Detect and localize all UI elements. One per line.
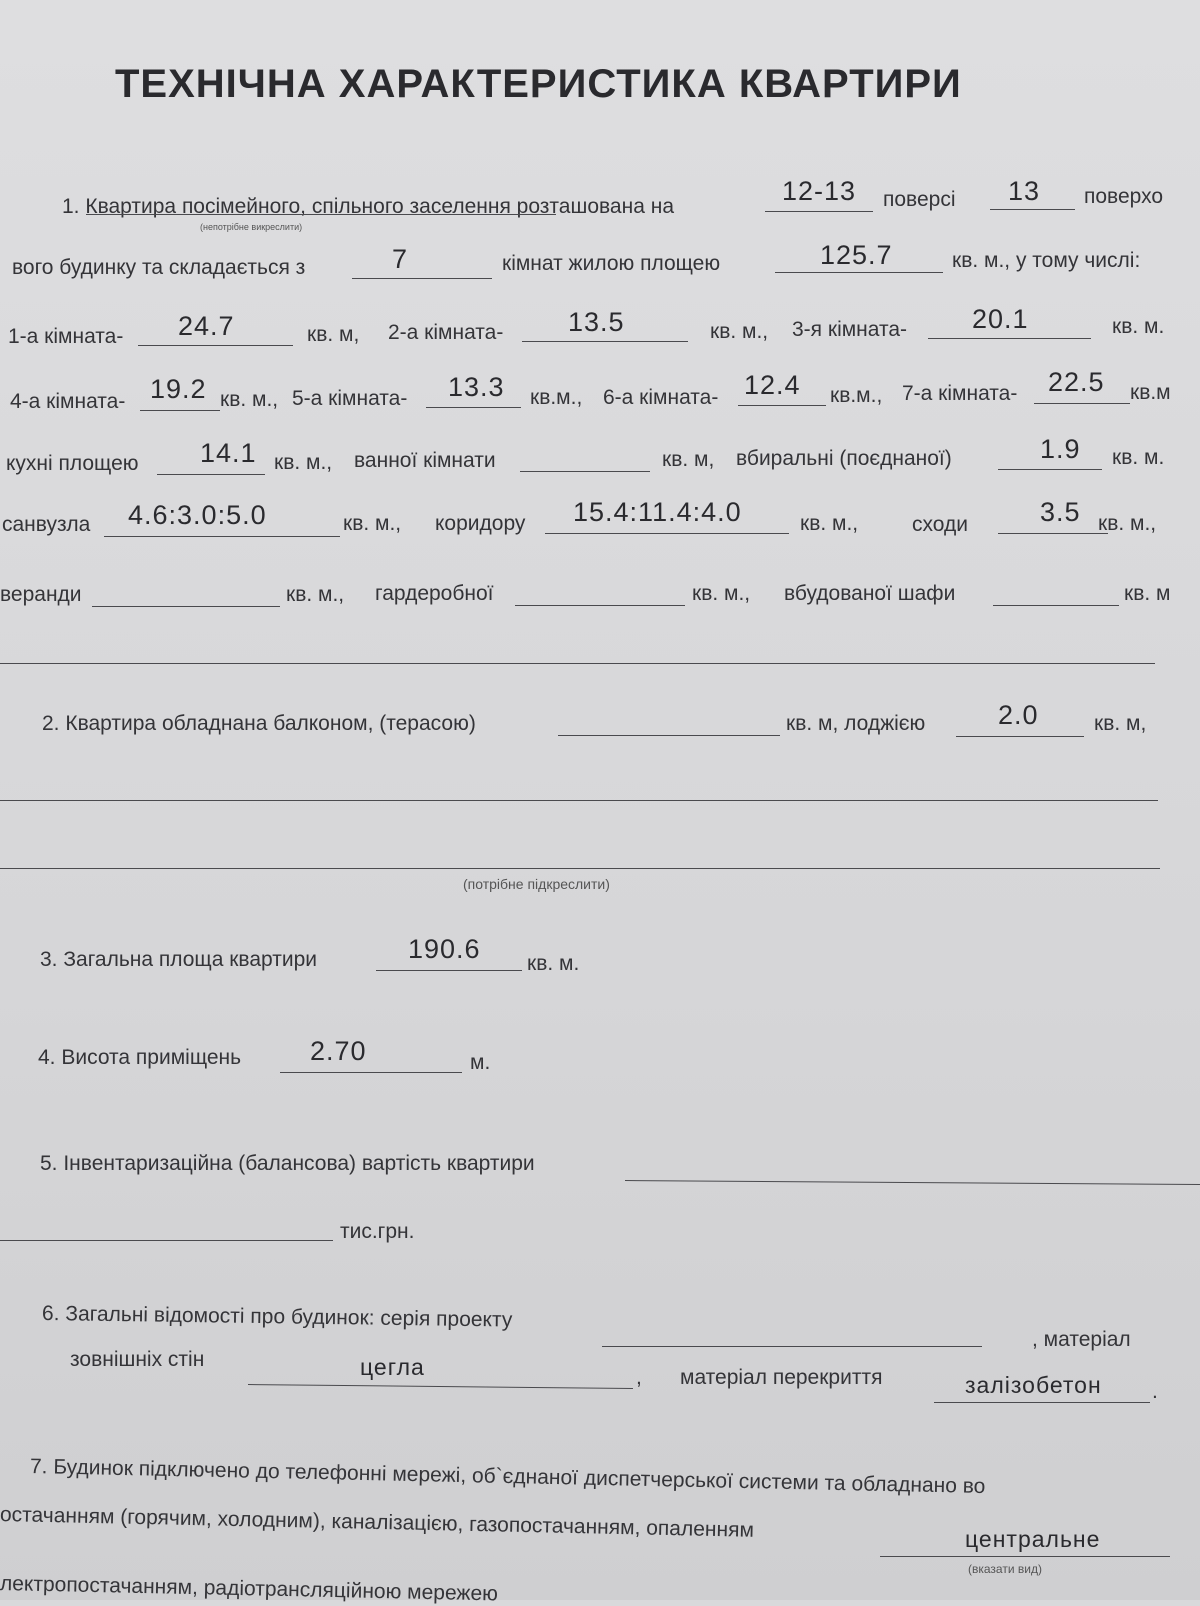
closet-line bbox=[993, 605, 1119, 606]
room2-unit: кв. м., bbox=[710, 320, 769, 343]
wc-label: вбиральні (поєднаної) bbox=[736, 447, 952, 470]
s2-text: 2. Квартира обладнана балконом, (терасою) bbox=[42, 712, 476, 735]
comma-1: , bbox=[636, 1366, 642, 1389]
document-title: ТЕХНІЧНА ХАРАКТЕРИСТИКА КВАРТИРИ bbox=[115, 62, 962, 106]
s7-note: (вказати вид) bbox=[968, 1562, 1042, 1576]
floor-line bbox=[765, 211, 873, 212]
kitchen-line bbox=[157, 474, 265, 475]
living-area-value: 125.7 bbox=[820, 240, 893, 270]
s3-text: 3. Загальна площа квартири bbox=[40, 948, 317, 971]
loggia-value: 2.0 bbox=[998, 700, 1039, 730]
s2-blank-line1 bbox=[0, 800, 1158, 801]
separator-line bbox=[0, 663, 1155, 664]
s2-unit2: кв. м, bbox=[1094, 712, 1147, 735]
walls-line bbox=[248, 1384, 633, 1389]
veranda-label: веранди bbox=[0, 583, 82, 606]
kitchen-value: 14.1 bbox=[200, 438, 257, 468]
s1-line2-c: кв. м., у тому числі: bbox=[952, 249, 1141, 272]
s4-text: 4. Висота приміщень bbox=[38, 1046, 242, 1069]
room6-unit: кв.м., bbox=[830, 384, 883, 407]
room4-line bbox=[140, 410, 220, 411]
wardrobe-label: гардеробної bbox=[375, 582, 494, 605]
room5-label: 5-а кімната- bbox=[292, 387, 408, 410]
room7-unit: кв.м bbox=[1130, 381, 1171, 404]
s2-blank-line2 bbox=[0, 868, 1160, 869]
s7-line1: 7. Будинок підключено до телефонні мережі, об`єднаної диспетчерської системи та обладнано во bbox=[29, 1455, 986, 1499]
room4-label: 4-а кімната- bbox=[10, 390, 126, 413]
total-floors-line bbox=[990, 209, 1075, 210]
s6-text: 6. Загальні відомості про будинок: серія проекту bbox=[41, 1302, 513, 1332]
room7-label: 7-а кімната- bbox=[902, 382, 1018, 405]
s2-unit1: кв. м, лоджією bbox=[786, 712, 926, 735]
s3-unit: кв. м. bbox=[527, 952, 580, 975]
corridor-line bbox=[545, 533, 789, 534]
s5-value-line bbox=[625, 1180, 1200, 1185]
veranda-unit: кв. м., bbox=[286, 583, 345, 606]
floor-value: 12-13 bbox=[782, 176, 857, 206]
s1-line1-end: поверхо bbox=[1084, 185, 1164, 208]
stairs-line bbox=[998, 533, 1108, 534]
room3-line bbox=[928, 338, 1091, 339]
series-line bbox=[602, 1346, 982, 1347]
closet-label: вбудованої шафи bbox=[784, 582, 956, 605]
s2-note: (потрібне підкреслити) bbox=[463, 876, 610, 892]
room5-line bbox=[426, 407, 521, 408]
wc-value: 1.9 bbox=[1040, 434, 1081, 464]
stairs-unit: кв. м., bbox=[1098, 512, 1157, 535]
heating-value: центральне bbox=[965, 1526, 1101, 1552]
veranda-line bbox=[92, 606, 280, 607]
s1-line2-b: кімнат жилою площею bbox=[502, 252, 721, 275]
room3-label: 3-я кімната- bbox=[792, 318, 908, 341]
ceiling-label: матеріал перекриття bbox=[680, 1366, 883, 1389]
walls-label: зовнішніх стін bbox=[70, 1348, 205, 1371]
room1-value: 24.7 bbox=[178, 311, 235, 341]
loggia-line bbox=[956, 736, 1084, 737]
total-floors-value: 13 bbox=[1008, 176, 1041, 206]
height-value: 2.70 bbox=[310, 1036, 367, 1066]
floor-label: поверсі bbox=[883, 188, 956, 211]
wc-line bbox=[998, 469, 1102, 470]
sanvuzol-line bbox=[104, 536, 340, 537]
s5-unit: тис.грн. bbox=[340, 1220, 415, 1243]
room4-value: 19.2 bbox=[150, 374, 207, 404]
room1-line bbox=[138, 345, 293, 346]
room6-label: 6-а кімната- bbox=[603, 386, 719, 409]
total-area-value: 190.6 bbox=[408, 934, 481, 964]
room6-line bbox=[738, 405, 826, 406]
corridor-unit: кв. м., bbox=[800, 512, 859, 535]
sanvuzol-value: 4.6:3.0:5.0 bbox=[128, 500, 267, 530]
stairs-label: сходи bbox=[912, 513, 968, 536]
room7-line bbox=[1034, 403, 1130, 404]
s7-line3: лектропостачанням, радіотрансляційною мережею bbox=[0, 1572, 499, 1606]
rooms-line bbox=[352, 278, 492, 279]
room2-label: 2-а кімната- bbox=[388, 321, 504, 344]
corridor-value: 15.4:11.4:4.0 bbox=[573, 497, 742, 527]
closet-unit: кв. м bbox=[1124, 582, 1171, 605]
ceiling-value: залізобетон bbox=[965, 1372, 1102, 1398]
bath-label: ванної кімнати bbox=[354, 449, 496, 472]
room3-value: 20.1 bbox=[972, 304, 1029, 334]
room2-value: 13.5 bbox=[568, 307, 625, 337]
wardrobe-line bbox=[515, 605, 685, 606]
walls-value: цегла bbox=[360, 1354, 425, 1380]
sanvuzol-unit: кв. м., bbox=[343, 512, 402, 535]
s4-unit: м. bbox=[470, 1051, 491, 1074]
room5-value: 13.3 bbox=[448, 372, 505, 402]
living-area-line bbox=[775, 272, 943, 273]
rooms-value: 7 bbox=[392, 244, 409, 274]
s1-line1-text: 1. Квартира посімейного, спільного заселення розташована на bbox=[62, 195, 674, 218]
bath-unit: кв. м, bbox=[662, 448, 715, 471]
corridor-label: коридору bbox=[435, 512, 526, 535]
kitchen-unit: кв. м., bbox=[274, 451, 333, 474]
ceiling-line bbox=[934, 1402, 1150, 1403]
material-label: , матеріал bbox=[1032, 1328, 1131, 1351]
strike-note: (непотрібне викреслити) bbox=[200, 222, 303, 232]
strike-underline bbox=[86, 214, 556, 215]
wc-unit: кв. м. bbox=[1112, 446, 1165, 469]
room6-value: 12.4 bbox=[744, 370, 801, 400]
room1-unit: кв. м, bbox=[307, 323, 360, 346]
height-line bbox=[280, 1072, 462, 1073]
room5-unit: кв.м., bbox=[530, 386, 583, 409]
room4-unit: кв. м., bbox=[220, 388, 279, 411]
total-area-line bbox=[376, 970, 522, 971]
stairs-value: 3.5 bbox=[1040, 497, 1081, 527]
dot-1: . bbox=[1152, 1380, 1158, 1403]
kitchen-label: кухні площею bbox=[6, 452, 139, 475]
room3-unit: кв. м. bbox=[1112, 315, 1165, 338]
room7-value: 22.5 bbox=[1048, 367, 1105, 397]
balcony-line bbox=[558, 735, 780, 736]
s5-value-line2 bbox=[0, 1240, 333, 1241]
bath-line bbox=[520, 471, 650, 472]
sanvuzol-label: санвузла bbox=[2, 513, 91, 536]
room1-label: 1-а кімната- bbox=[8, 325, 124, 348]
wardrobe-unit: кв. м., bbox=[692, 582, 751, 605]
s5-text: 5. Інвентаризаційна (балансова) вартість квартири bbox=[40, 1152, 535, 1175]
room2-line bbox=[522, 341, 688, 342]
s1-line2-text: вого будинку та складається з bbox=[12, 256, 306, 279]
s7-line2: остачанням (горячим, холодним), каналізацією, газопостачанням, опаленням bbox=[0, 1503, 755, 1542]
heating-line bbox=[880, 1556, 1170, 1557]
